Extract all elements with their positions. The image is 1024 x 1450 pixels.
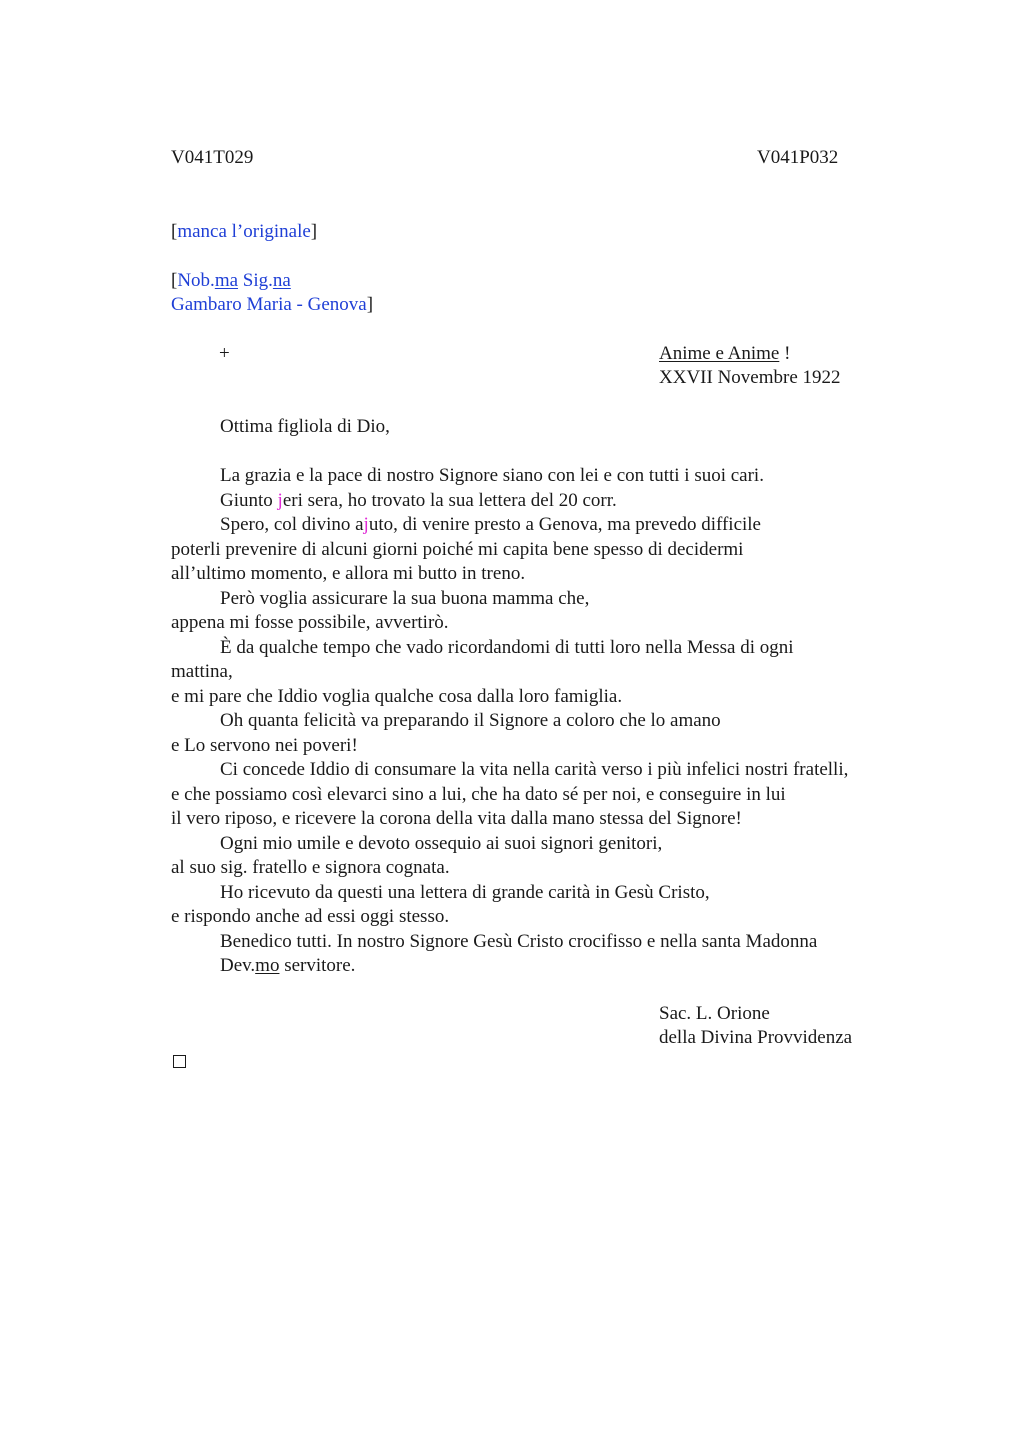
- body-line: e mi pare che Iddio voglia qualche cosa dalla loro famiglia.: [171, 685, 623, 707]
- closing-abbrev: mo: [255, 955, 280, 976]
- body-text: Spero, col divino a: [220, 514, 364, 535]
- body-text: Dev.: [220, 955, 256, 976]
- signature-name: Sac. L. Orione: [659, 1003, 770, 1024]
- bracket-open: [: [171, 270, 178, 291]
- cross-symbol: +: [219, 343, 230, 364]
- correction-mark: j: [363, 514, 369, 535]
- body-line: appena mi fosse possibile, avvertirò.: [171, 612, 449, 633]
- body-text: eri sera, ho trovato la sua lettera del 20 corr.: [282, 489, 617, 511]
- body-line: il vero riposo, e ricevere la corona della vita dalla mano stessa del Signore!: [171, 808, 742, 829]
- body-line: La grazia e la pace di nostro Signore siano con lei e con tutti i suoi cari.: [220, 465, 764, 486]
- editorial-note: [171, 220, 317, 245]
- correction-mark: j: [277, 489, 283, 511]
- body-text: Giunto: [220, 489, 278, 511]
- letter-date: XXVII Novembre 1922: [659, 367, 841, 388]
- document-code-right: V041P032: [757, 147, 839, 168]
- body-line: al suo sig. fratello e signora cognata.: [171, 857, 450, 878]
- recipient-na: na: [272, 270, 291, 291]
- body-line: all’ultimo momento, e allora mi butto in treno.: [171, 563, 526, 584]
- end-marker-box: [173, 1055, 186, 1068]
- body-line: Però voglia assicurare la sua buona mamma che,: [220, 587, 590, 609]
- recipient-line-2: [171, 293, 373, 318]
- body-line: poterli prevenire di alcuni giorni poiché mi capita bene spesso di decidermi: [171, 538, 744, 560]
- recipient-sig: Sig.: [238, 270, 273, 291]
- body-line: Oh quanta felicità va preparando il Signore a coloro che lo amano: [220, 710, 721, 731]
- body-text: uto, di venire presto a Genova, ma prevedo difficile: [368, 514, 761, 535]
- closing-line: [171, 954, 931, 979]
- editorial-note-text: manca l’originale: [177, 221, 311, 242]
- body-line: e rispondo anche ad essi oggi stesso.: [171, 906, 450, 927]
- recipient-ma: ma: [214, 270, 239, 291]
- body-line: mattina,: [171, 661, 233, 682]
- motto-text: Anime e Anime: [659, 343, 780, 364]
- recipient-line-1: [171, 269, 291, 294]
- body-line: È da qualche tempo che vado ricordandomi di tutti loro nella Messa di ogni: [220, 636, 794, 658]
- body-line: Ogni mio umile e devoto ossequio ai suoi signori genitori,: [220, 832, 663, 854]
- body-line: e che possiamo così elevarci sino a lui, che ha dato sé per noi, e conseguire in lui: [171, 783, 786, 805]
- letter-body: [171, 464, 931, 979]
- body-line: [171, 513, 931, 538]
- motto: [659, 342, 790, 367]
- document-code-left: V041T029: [171, 147, 254, 168]
- motto-suffix: !: [779, 343, 791, 364]
- recipient-nob: Nob.: [177, 270, 215, 291]
- body-text: servitore.: [279, 955, 356, 976]
- signature-title: della Divina Provvidenza: [659, 1027, 853, 1048]
- body-line: Ho ricevuto da questi una lettera di grande carità in Gesù Cristo,: [220, 881, 710, 903]
- bracket-close: ]: [366, 294, 374, 315]
- body-line: [171, 489, 931, 514]
- body-line: Ci concede Iddio di consumare la vita nella carità verso i più infelici nostri fratelli,: [220, 759, 849, 780]
- bracket-open: [: [171, 221, 178, 242]
- body-line: Benedico tutti. In nostro Signore Gesù Cristo crocifisso e nella santa Madonna: [220, 930, 818, 952]
- bracket-close: ]: [310, 221, 318, 242]
- body-line: e Lo servono nei poveri!: [171, 734, 358, 756]
- recipient-name: Gambaro Maria - Genova: [171, 294, 367, 315]
- salutation: Ottima figliola di Dio,: [220, 416, 390, 437]
